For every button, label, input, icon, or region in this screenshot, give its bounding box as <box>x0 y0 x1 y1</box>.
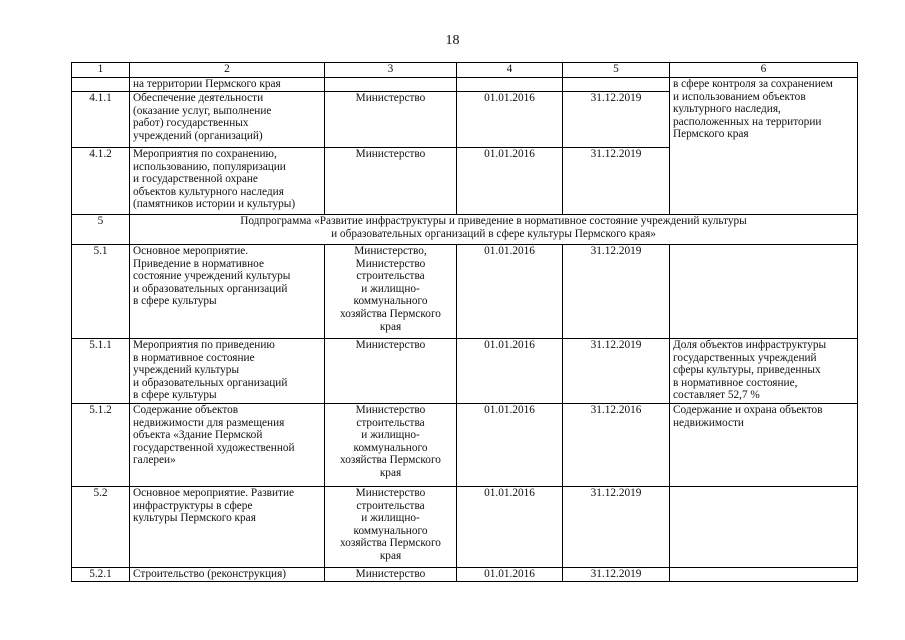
column-header: 6 <box>670 63 858 78</box>
table-row <box>72 215 858 245</box>
expected-result <box>670 245 858 339</box>
column-header: 3 <box>325 63 457 78</box>
executor: Министерство <box>325 92 457 148</box>
row-number: 5.1 <box>72 245 130 339</box>
column-header: 5 <box>563 63 670 78</box>
end-date: 31.12.2019 <box>563 92 670 148</box>
executor: Министерство <box>325 568 457 582</box>
table-row <box>72 568 858 582</box>
activity-name: Обеспечение деятельности (оказание услуг, выполнение работ) государственных учреждений (организаций) <box>130 92 325 148</box>
row-number: 4.1.1 <box>72 92 130 148</box>
start-date: 01.01.2016 <box>457 245 563 339</box>
table-row <box>72 404 858 487</box>
row-number: 5.2 <box>72 487 130 568</box>
executor: Министерство строительства и жилищно- коммунального хозяйства Пермского края <box>325 487 457 568</box>
program-table <box>71 62 858 582</box>
page-number: 18 <box>445 33 460 48</box>
activity-name: Содержание объектов недвижимости для размещения объекта «Здание Пермской государственной художественной галереи» <box>130 404 325 487</box>
start-date: 01.01.2016 <box>457 148 563 215</box>
row-number: 5.2.1 <box>72 568 130 582</box>
activity-name: Мероприятия по приведению в нормативное состояние учреждений культуры и образовательных организаций в сфере культуры <box>130 339 325 404</box>
activity-name: Мероприятия по сохранению, использованию, популяризации и государственной охране объектов культурного наследия (памятников истории и культуры) <box>130 148 325 215</box>
end-date: 31.12.2019 <box>563 148 670 215</box>
activity-name: Основное мероприятие. Приведение в нормативное состояние учреждений культуры и образовательных организаций в сфере культуры <box>130 245 325 339</box>
expected-result: в сфере контроля за сохранением и использованием объектов культурного наследия, расположенных на территории Пермского края <box>670 78 858 215</box>
expected-result <box>670 487 858 568</box>
row-number: 5.1.1 <box>72 339 130 404</box>
table-header-row <box>72 63 858 78</box>
column-header: 1 <box>72 63 130 78</box>
executor: Министерство строительства и жилищно- коммунального хозяйства Пермского края <box>325 404 457 487</box>
start-date: 01.01.2016 <box>457 92 563 148</box>
activity-name: Основное мероприятие. Развитие инфраструктуры в сфере культуры Пермского края <box>130 487 325 568</box>
row-number: 5 <box>72 215 130 245</box>
subprogram-title: Подпрограмма «Развитие инфраструктуры и приведение в нормативное состояние учреждений культуры и образовательных организаций в сфере культуры Пермского края» <box>130 215 858 245</box>
end-date: 31.12.2019 <box>563 568 670 582</box>
executor: Министерство, Министерство строительства и жилищно- коммунального хозяйства Пермского края <box>325 245 457 339</box>
column-header: 4 <box>457 63 563 78</box>
expected-result <box>670 568 858 582</box>
table-row <box>72 487 858 568</box>
end-date: 31.12.2019 <box>563 339 670 404</box>
end-date: 31.12.2019 <box>563 245 670 339</box>
start-date: 01.01.2016 <box>457 404 563 487</box>
expected-result: Доля объектов инфраструктуры государственных учреждений сферы культуры, приведенных в нормативное состояние, составляет 52,7 % <box>670 339 858 404</box>
activity-name: на территории Пермского края <box>130 78 325 92</box>
activity-name: Строительство (реконструкция) <box>130 568 325 582</box>
start-date: 01.01.2016 <box>457 568 563 582</box>
row-number: 5.1.2 <box>72 404 130 487</box>
table-row <box>72 245 858 339</box>
table-row <box>72 339 858 404</box>
end-date: 31.12.2016 <box>563 404 670 487</box>
end-date: 31.12.2019 <box>563 487 670 568</box>
row-number: 4.1.2 <box>72 148 130 215</box>
expected-result: Содержание и охрана объектов недвижимости <box>670 404 858 487</box>
table-row <box>72 78 858 92</box>
start-date: 01.01.2016 <box>457 339 563 404</box>
executor: Министерство <box>325 339 457 404</box>
start-date: 01.01.2016 <box>457 487 563 568</box>
column-header: 2 <box>130 63 325 78</box>
executor: Министерство <box>325 148 457 215</box>
